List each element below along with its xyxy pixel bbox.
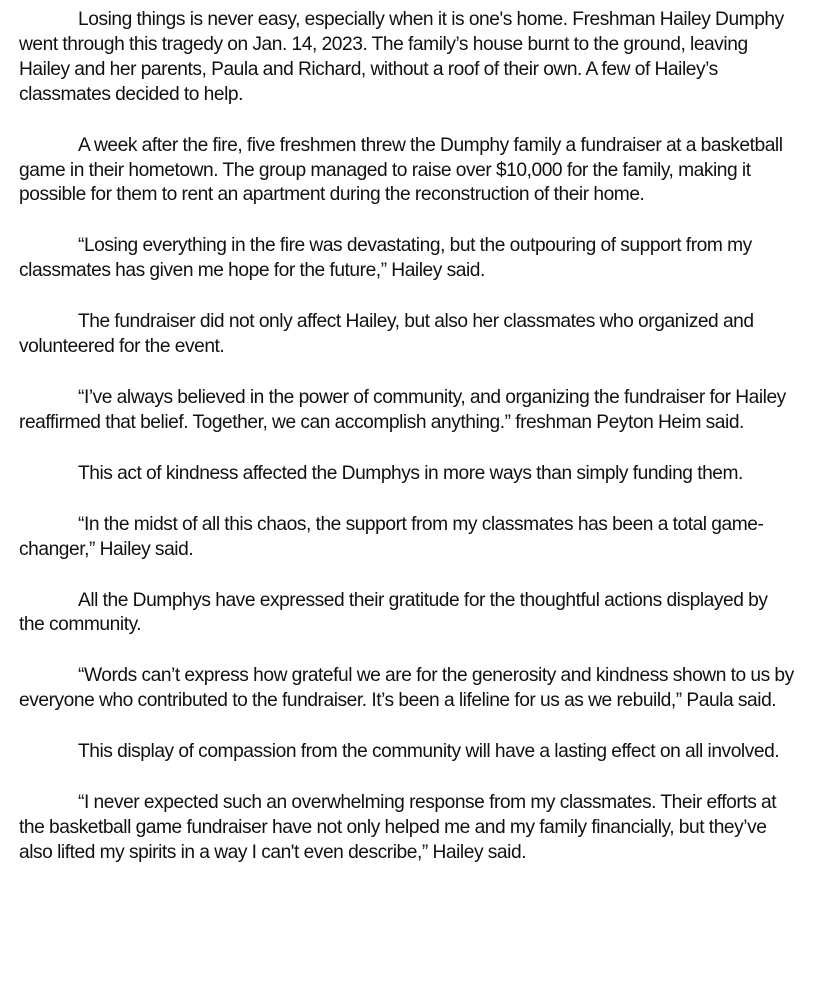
paragraph-hailey-quote-chaos: “In the midst of all this chaos, the support from my classmates has been a total game-changer,” Hailey said. xyxy=(19,513,764,560)
paragraph-compassion: This display of compassion from the community will have a lasting effect on all involved. xyxy=(78,741,780,763)
paragraph-hailey-quote-closing: “I never expected such an overwhelming response from my classmates. Their efforts at the basketball game fundraiser have not only helped me and my family financially, but they’ve also lifted my spirits in a way I can't even describe,” Hailey said. xyxy=(19,792,777,863)
article-body xyxy=(19,8,794,892)
paragraph-gratitude: All the Dumphys have expressed their gratitude for the thoughtful actions displayed by the community. xyxy=(19,589,768,636)
paragraph-classmates-affected: The fundraiser did not only affect Hailey, but also her classmates who organized and volunteered for the event. xyxy=(19,311,754,358)
paragraph-hailey-quote-hope: “Losing everything in the fire was devastating, but the outpouring of support from my classmates has given me hope for the future,” Hailey said. xyxy=(19,235,752,282)
paragraph-fundraiser: A week after the fire, five freshmen threw the Dumphy family a fundraiser at a basketball game in their hometown. The group managed to raise over $10,000 for the family, making it possible for them to rent an apartment during the reconstruction of their home. xyxy=(19,134,783,206)
paragraph-intro: Losing things is never easy, especially when it is one's home. Freshman Hailey Dumphy went through this tragedy on Jan. 14, 2023. The family’s house burnt to the ground, leaving Hailey and her parents, Paula and Richard, without a roof of their own. A few of Hailey’s classmates decided to help. xyxy=(19,9,784,105)
paragraph-peyton-quote: “I’ve always believed in the power of community, and organizing the fundraiser for Hailey reaffirmed that belief. Together, we can accomplish anything.” freshman Peyton Heim said. xyxy=(19,386,786,433)
paragraph-paula-quote: “Words can’t express how grateful we are for the generosity and kindness shown to us by everyone who contributed to the fundraiser. It’s been a lifeline for us as we rebuild,” Paula said. xyxy=(19,665,794,712)
paragraph-kindness: This act of kindness affected the Dumphys in more ways than simply funding them. xyxy=(78,462,743,484)
